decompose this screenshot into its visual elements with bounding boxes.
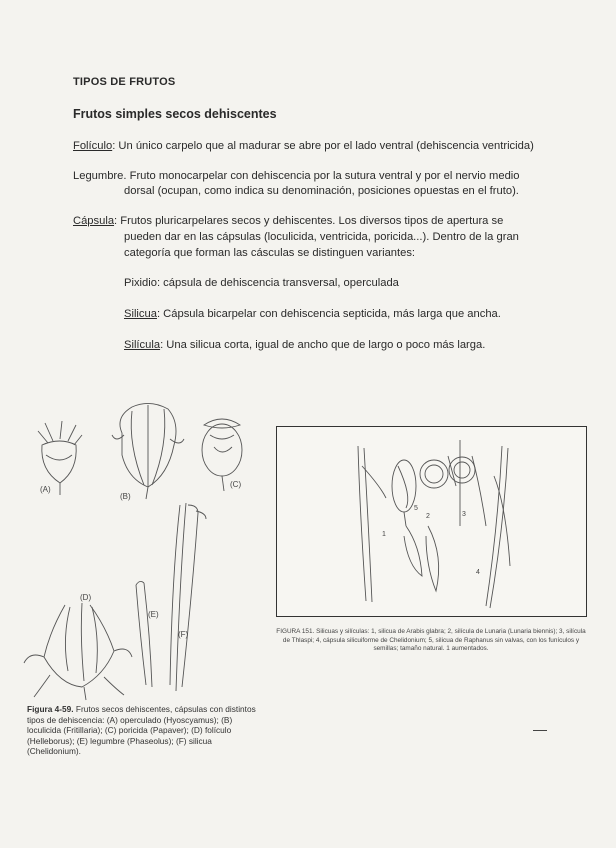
text-capsula-line1: : Frutos pluricarpelares secos y dehiscentes. Los diversos tipos de apertura se	[114, 215, 504, 227]
label-e: (E)	[148, 610, 159, 619]
definition-silicua	[124, 306, 501, 322]
text-silicua: : Cápsula bicarpelar con dehiscencia septicida, más larga que ancha.	[156, 308, 501, 320]
figure-right-caption: FIGURA 151. Silicuas y silículas: 1, silicua de Arabis glabra; 2, silícula de Lunaria (Lunaria biennis); 3, silícula de Thlaspi; 4, cápsula silicuiforme de Chelidonium; 5, silicua de Raphanus sin valvas, con los funículos y semillas; tamaño natural. 1 aumentados.	[276, 628, 586, 652]
capsule-illustrations	[20, 395, 270, 700]
label-f: (F)	[178, 630, 189, 639]
definition-pixidio	[124, 275, 399, 291]
term-foliculo: Folículo	[73, 140, 113, 152]
text-silicula: : Una silicua corta, igual de ancho que de largo o poco más larga.	[160, 339, 486, 351]
margin-dash	[533, 730, 547, 731]
label-4: 4	[476, 569, 480, 576]
label-1: 1	[382, 531, 386, 538]
label-5: 5	[414, 505, 418, 512]
fruit-4-chelidonium	[486, 446, 508, 608]
label-d: (D)	[80, 593, 92, 602]
term-capsula: Cápsula	[73, 215, 115, 227]
fruit-b-loculicidal	[112, 403, 184, 499]
figure-left-caption	[27, 704, 267, 757]
section-title: Frutos simples secos dehiscentes	[73, 107, 277, 121]
text-legumbre-line2: dorsal (ocupan, como indica su denominación, posiciones opuestas en el fruto).	[124, 185, 519, 197]
term-silicula: Silícula	[124, 339, 161, 351]
fruit-d-follicle	[24, 603, 132, 700]
definition-legumbre	[73, 168, 520, 184]
page-title: TIPOS DE FRUTOS	[73, 76, 176, 88]
fruit-1-arabis	[358, 446, 386, 602]
term-legumbre: Legumbre	[73, 170, 124, 182]
fruit-f-silique	[170, 503, 206, 691]
definition-foliculo	[73, 138, 534, 154]
text-foliculo: : Un único carpelo que al madurar se abre por el lado ventral (dehiscencia ventricida)	[112, 140, 534, 152]
text-pixidio: : cápsula de dehiscencia transversal, operculada	[156, 277, 399, 289]
silique-illustrations	[276, 426, 587, 617]
figure-left-caption-text: Frutos secos dehiscentes, cápsulas con distintos tipos de dehiscencia: (A) operculado (Hyoscyamus); (B) loculicida (Fritillaria); (C) poricida (Papaver); (D) folículo (Helleborus); (E) legumbre (Phaseolus); (F) silicua (Chelidonium).	[27, 704, 256, 756]
term-pixidio: Pixidio	[124, 277, 157, 289]
label-3: 3	[462, 511, 466, 518]
fruit-5-raphanus	[472, 456, 510, 566]
figure-left-caption-bold: Figura 4-59.	[27, 704, 74, 714]
label-b: (B)	[120, 492, 131, 501]
definition-capsula	[73, 213, 503, 229]
fruit-2-lunaria	[392, 460, 439, 591]
label-a: (A)	[40, 485, 51, 494]
text-legumbre-line1: . Fruto monocarpelar con dehiscencia por la sutura ventral y por el nervio medio	[123, 170, 520, 182]
text-capsula-line3: categoría que forman las cásculas se distinguen variantes:	[124, 247, 416, 259]
definition-silicula	[124, 337, 485, 353]
text-capsula-line2: pueden dar en las cápsulas (loculicida, ventricida, poricida...). Dentro de la gran	[124, 231, 519, 243]
label-c: (C)	[230, 480, 242, 489]
fruit-e-legume	[136, 581, 152, 687]
term-silicua: Silicua	[124, 308, 157, 320]
fruit-a-operculate	[38, 421, 82, 495]
label-2: 2	[426, 513, 430, 520]
